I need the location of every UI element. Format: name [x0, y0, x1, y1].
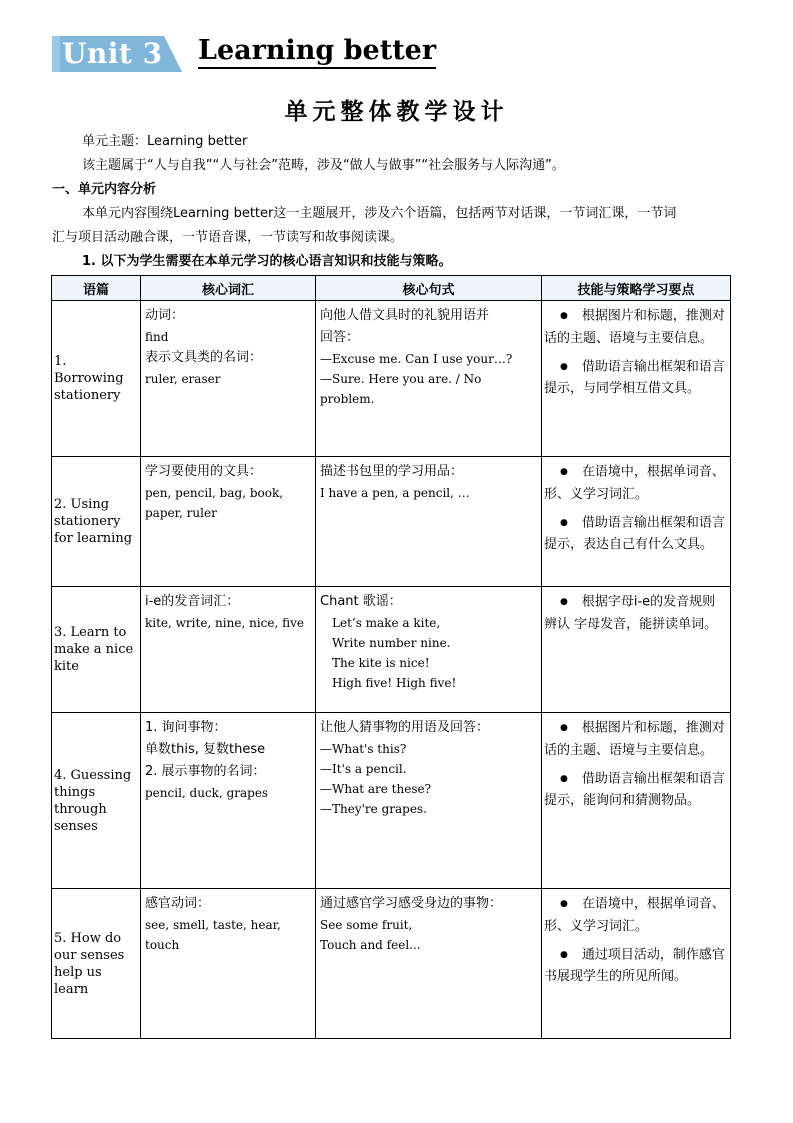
skill-point: [544, 461, 728, 506]
vocabulary-line: ruler, eraser: [145, 372, 221, 386]
discourse-cell: 2. Using stationery for learning: [52, 457, 141, 587]
vocabulary-line: i-e的发音词汇：: [145, 594, 240, 609]
discourse-cell: 5. How do our senses help us learn: [52, 889, 141, 1039]
skill-text: 根据图片和标题，推测对话的主题、语境与主要信息。: [544, 720, 725, 758]
discourse-cell: 3. Learn to make a nice kite: [52, 587, 141, 713]
table-row: [52, 587, 731, 713]
sentence-line: 通过感官学习感受身边的事物：: [320, 896, 503, 911]
scope-line: 该主题属于“人与自我”“人与社会”范畴，涉及“做人与做事”“社会服务与人际沟通”。: [82, 158, 565, 173]
sentences-cell: [316, 587, 542, 713]
skill-point: [544, 768, 728, 813]
skill-text: 借助语言输出框架和语言提示，能询问和猜测物品。: [544, 771, 725, 808]
unit-title: Learning better: [198, 36, 436, 69]
sentence-line: I have a pen, a pencil, …: [320, 486, 470, 500]
vocabulary-cell: [141, 457, 316, 587]
header-discourse: 语篇: [52, 276, 141, 301]
skill-text: 通过项目活动，制作感官书展现学生的所见所闻。: [544, 947, 725, 984]
skill-point: [544, 717, 728, 762]
bullet-icon: ●: [560, 517, 568, 528]
sentence-line: 让他人猜事物的用语及回答：: [320, 720, 490, 735]
sentence-line: Let’s make a kite,: [332, 616, 441, 630]
vocabulary-line: 动词：: [145, 308, 185, 323]
bullet-icon: ●: [560, 467, 568, 477]
bullet-icon: ●: [560, 723, 568, 733]
vocabulary-line: 单数this, 复数these: [145, 742, 266, 757]
table-row: [52, 889, 731, 1039]
skill-text: 根据图片和标题，推测对话的主题、语境与主要信息。: [544, 308, 725, 346]
summary-line-1: 本单元内容围绕Learning better这一主题展开，涉及六个语篇，包括两节对话课，一节词汇课，一节词: [82, 206, 677, 221]
unit-label: Unit 3: [62, 37, 163, 70]
sentences-cell: [316, 889, 542, 1039]
skill-text: 在语境中，根据单词音、形、义学习词汇。: [544, 896, 725, 934]
bullet-icon: ●: [560, 949, 568, 960]
discourse-cell: 1. Borrowing stationery: [52, 301, 141, 457]
vocabulary-cell: [141, 587, 316, 713]
subheading: 1. 以下为学生需要在本单元学习的核心语言知识和技能与策略。: [82, 254, 452, 269]
skill-point: [544, 591, 728, 636]
table-row: [52, 713, 731, 889]
header-sentences: 核心句式: [316, 276, 542, 301]
bullet-icon: ●: [560, 597, 568, 607]
table-row: [52, 457, 731, 587]
sentences-cell: [316, 301, 542, 457]
vocabulary-cell: [141, 301, 316, 457]
vocabulary-line: pen, pencil, bag, book, paper, ruler: [145, 486, 284, 520]
vocabulary-cell: [141, 889, 316, 1039]
sentence-line: Chant 歌谣：: [320, 594, 402, 609]
vocabulary-line: find: [145, 330, 169, 344]
skill-point: [544, 944, 728, 989]
document-title: 单元整体教学设计: [284, 98, 509, 125]
vocabulary-line: pencil, duck, grapes: [145, 786, 269, 800]
bullet-icon: ●: [560, 773, 568, 784]
skills-cell: [542, 301, 731, 457]
sentences-cell: [316, 457, 542, 587]
bullet-icon: ●: [560, 899, 568, 909]
skill-point: [544, 893, 728, 938]
sentence-line: Touch and feel...: [320, 938, 421, 952]
sentence-line: 回答：: [320, 330, 360, 345]
skills-cell: [542, 457, 731, 587]
skills-cell: [542, 587, 731, 713]
content-table: [51, 275, 731, 1039]
vocabulary-line: kite, write, nine, nice, five: [145, 616, 304, 630]
sentence-line: —It's a pencil.: [320, 762, 407, 776]
vocabulary-line: 1. 询问事物：: [145, 720, 227, 735]
skill-text: 借助语言输出框架和语言提示，表达自己有什么文具。: [544, 515, 725, 552]
sentence-line: —What's this?: [320, 742, 407, 756]
vocabulary-line: 学习要使用的文具：: [145, 464, 263, 479]
unit-badge: [52, 36, 182, 72]
skills-cell: [542, 889, 731, 1039]
theme-line: 单元主题：Learning better: [82, 134, 248, 149]
discourse-cell: 4. Guessing things through senses: [52, 713, 141, 889]
vocabulary-line: 2. 展示事物的名词：: [145, 764, 266, 779]
vocabulary-line: 感官动词：: [145, 896, 211, 911]
bullet-icon: ●: [560, 361, 568, 372]
skill-text: 借助语言输出框架和语言提示，与同学相互借文具。: [544, 359, 725, 396]
sentence-line: The kite is nice!: [332, 656, 430, 670]
skill-point: [544, 305, 728, 350]
skills-cell: [542, 713, 731, 889]
summary-line-2: 汇与项目活动融合课，一节语音课，一节读写和故事阅读课。: [52, 230, 404, 245]
sentence-line: 向他人借文具时的礼貌用语并: [320, 308, 490, 323]
vocabulary-cell: [141, 713, 316, 889]
sentences-cell: [316, 713, 542, 889]
bullet-icon: ●: [560, 311, 568, 321]
skill-text: 根据字母i-e的发音规则辨认 字母发音，能拼读单词。: [544, 594, 718, 632]
sentence-line: —What are these?: [320, 782, 432, 796]
vocabulary-line: see, smell, taste, hear, touch: [145, 918, 281, 952]
table-header-row: [52, 276, 731, 301]
sentence-line: —Sure. Here you are. / No problem.: [320, 372, 482, 406]
sentence-line: 描述书包里的学习用品：: [320, 464, 464, 479]
sentence-line: High five! High five!: [332, 676, 457, 690]
sentence-line: —Excuse me. Can I use your…?: [320, 352, 513, 366]
skill-point: [544, 512, 728, 557]
table-row: [52, 301, 731, 457]
vocabulary-line: 表示文具类的名词：: [145, 350, 263, 365]
sentence-line: See some fruit,: [320, 918, 413, 932]
header-vocabulary: 核心词汇: [141, 276, 316, 301]
skill-point: [544, 356, 728, 401]
header-skills: 技能与策略学习要点: [542, 276, 731, 301]
sentence-line: —They're grapes.: [320, 802, 427, 816]
sentence-line: Write number nine.: [332, 636, 451, 650]
skill-text: 在语境中，根据单词音、形、义学习词汇。: [544, 464, 725, 502]
section-heading: 一、单元内容分析: [52, 182, 157, 197]
